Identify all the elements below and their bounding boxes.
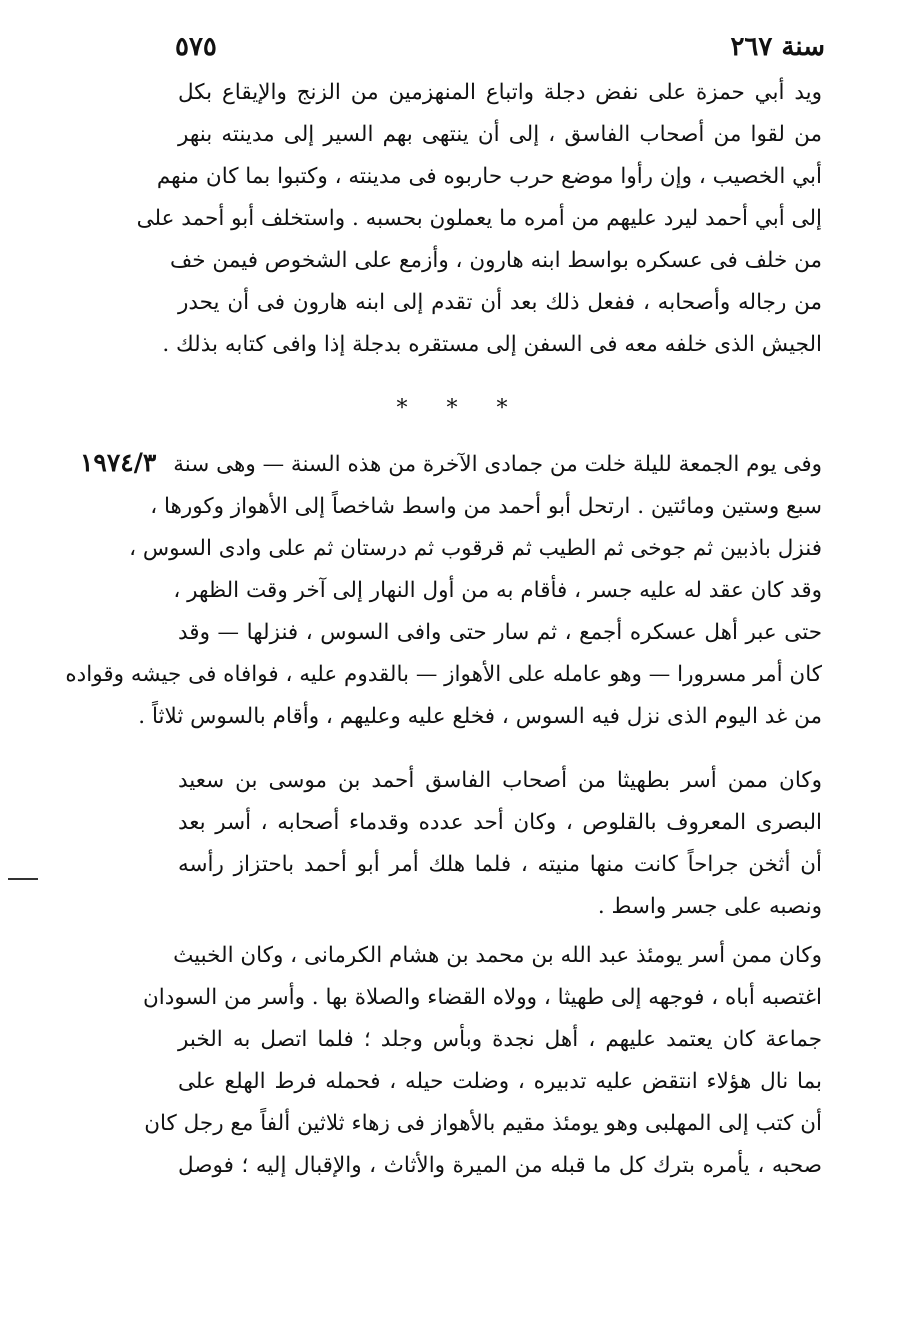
text-line: فنزل باذبين ثم جوخى ثم الطيب ثم قرقوب ثم درستان ثم على وادى السوس ، [129,536,822,561]
text-line: وكان ممن أسر يومئذ عبد الله بن محمد بن هشام الكرمانى ، وكان الخبيث [173,943,822,968]
text-line: حتى عبر أهل عسكره أجمع ، ثم سار حتى وافى السوس ، فنزلها — وقد [178,620,822,645]
text-line: من خلف فى عسكره بواسط ابنه هارون ، وأزمع على الشخوص فيمن خف [170,248,822,273]
text-line: جماعة كان يعتمد عليهم ، أهل نجدة وبأس وجلد ؛ فلما اتصل به الخبر [178,1027,822,1052]
text-line: وكان ممن أسر بطهيثا من أصحاب الفاسق أحمد بن موسى بن سعيد [178,768,822,793]
text-line: ونصبه على جسر واسط . [597,894,822,919]
text-line: وفى يوم الجمعة لليلة خلت من جمادى الآخرة من هذه السنة — وهى سنة [173,452,822,477]
margin-reference: ١٩٧٤/٣ [80,448,157,477]
page-number: ٥٧٥ [175,32,217,62]
paragraph-4 [143,935,822,1187]
text-line: إلى أبي أحمد ليرد عليهم من أمره ما يعملون بحسبه . واستخلف أبو أحمد على [136,206,822,231]
margin-tick-mark [8,878,38,880]
text-line: أبي الخصيب ، وإن رأوا موضع حرب حاربوه فى مدينته ، وكتبوا بما كان منهم [156,164,822,189]
text-line: صحبه ، يأمره بترك كل ما قبله من الميرة والأثاث ، والإقبال إليه ؛ فوصل [178,1153,822,1178]
text-line: بما نال هؤلاء انتقض عليه تدبيره ، وضلت حيله ، فحمله فرط الهلع على [178,1069,822,1094]
text-line: وقد كان عقد له عليه جسر ، فأقام به من أول النهار إلى آخر وقت الظهر ، [173,578,822,603]
page-header [175,32,825,68]
text-line: البصرى المعروف بالقلوص ، وكان أحد عدده وقدماء أصحابه ، أسر بعد [178,810,822,835]
text-line: كان أمر مسرورا — وهو عامله على الأهواز — بالقدوم عليه ، فوافاه فى جيشه وقواده [65,662,822,687]
text-line: من غد اليوم الذى نزل فيه السوس ، فخلع عليه وعليهم ، وأقام بالسوس ثلاثاً . [138,704,822,729]
text-line: من رجاله وأصحابه ، ففعل ذلك بعد أن تقدم إلى ابنه هارون فى أن يحدر [178,290,822,315]
text-line: اغتصبه أباه ، فوجهه إلى طهيثا ، وولاه القضاء والصلاة بها . وأسر من السودان [143,985,822,1010]
text-line: ويد أبي حمزة على نفض دجلة واتباع المنهزمين من الزنج والإيقاع بكل [178,80,822,105]
text-line: سبع وستين ومائتين . ارتحل أبو أحمد من واسط شاخصاً إلى الأهواز وكورها ، [150,494,822,519]
paragraph-1 [136,72,822,366]
section-separator: * * * [396,396,524,421]
header-year: سنة ٢٦٧ [730,32,825,62]
text-line: أن أثخن جراحاً كانت منها منيته ، فلما هلك أمر أبو أحمد باحتزاز رأسه [178,852,822,877]
paragraph-3 [178,760,822,928]
text-line: الجيش الذى خلفه معه فى السفن إلى مستقره بدجلة إذا وافى كتابه بذلك . [162,332,822,357]
text-line: أن كتب إلى المهلبى وهو يومئذ مقيم بالأهواز فى زهاء ثلاثين ألفاً مع رجل كان [144,1111,822,1136]
text-line: من لقوا من أصحاب الفاسق ، إلى أن ينتهى بهم السير إلى مدينته بنهر [178,122,822,147]
